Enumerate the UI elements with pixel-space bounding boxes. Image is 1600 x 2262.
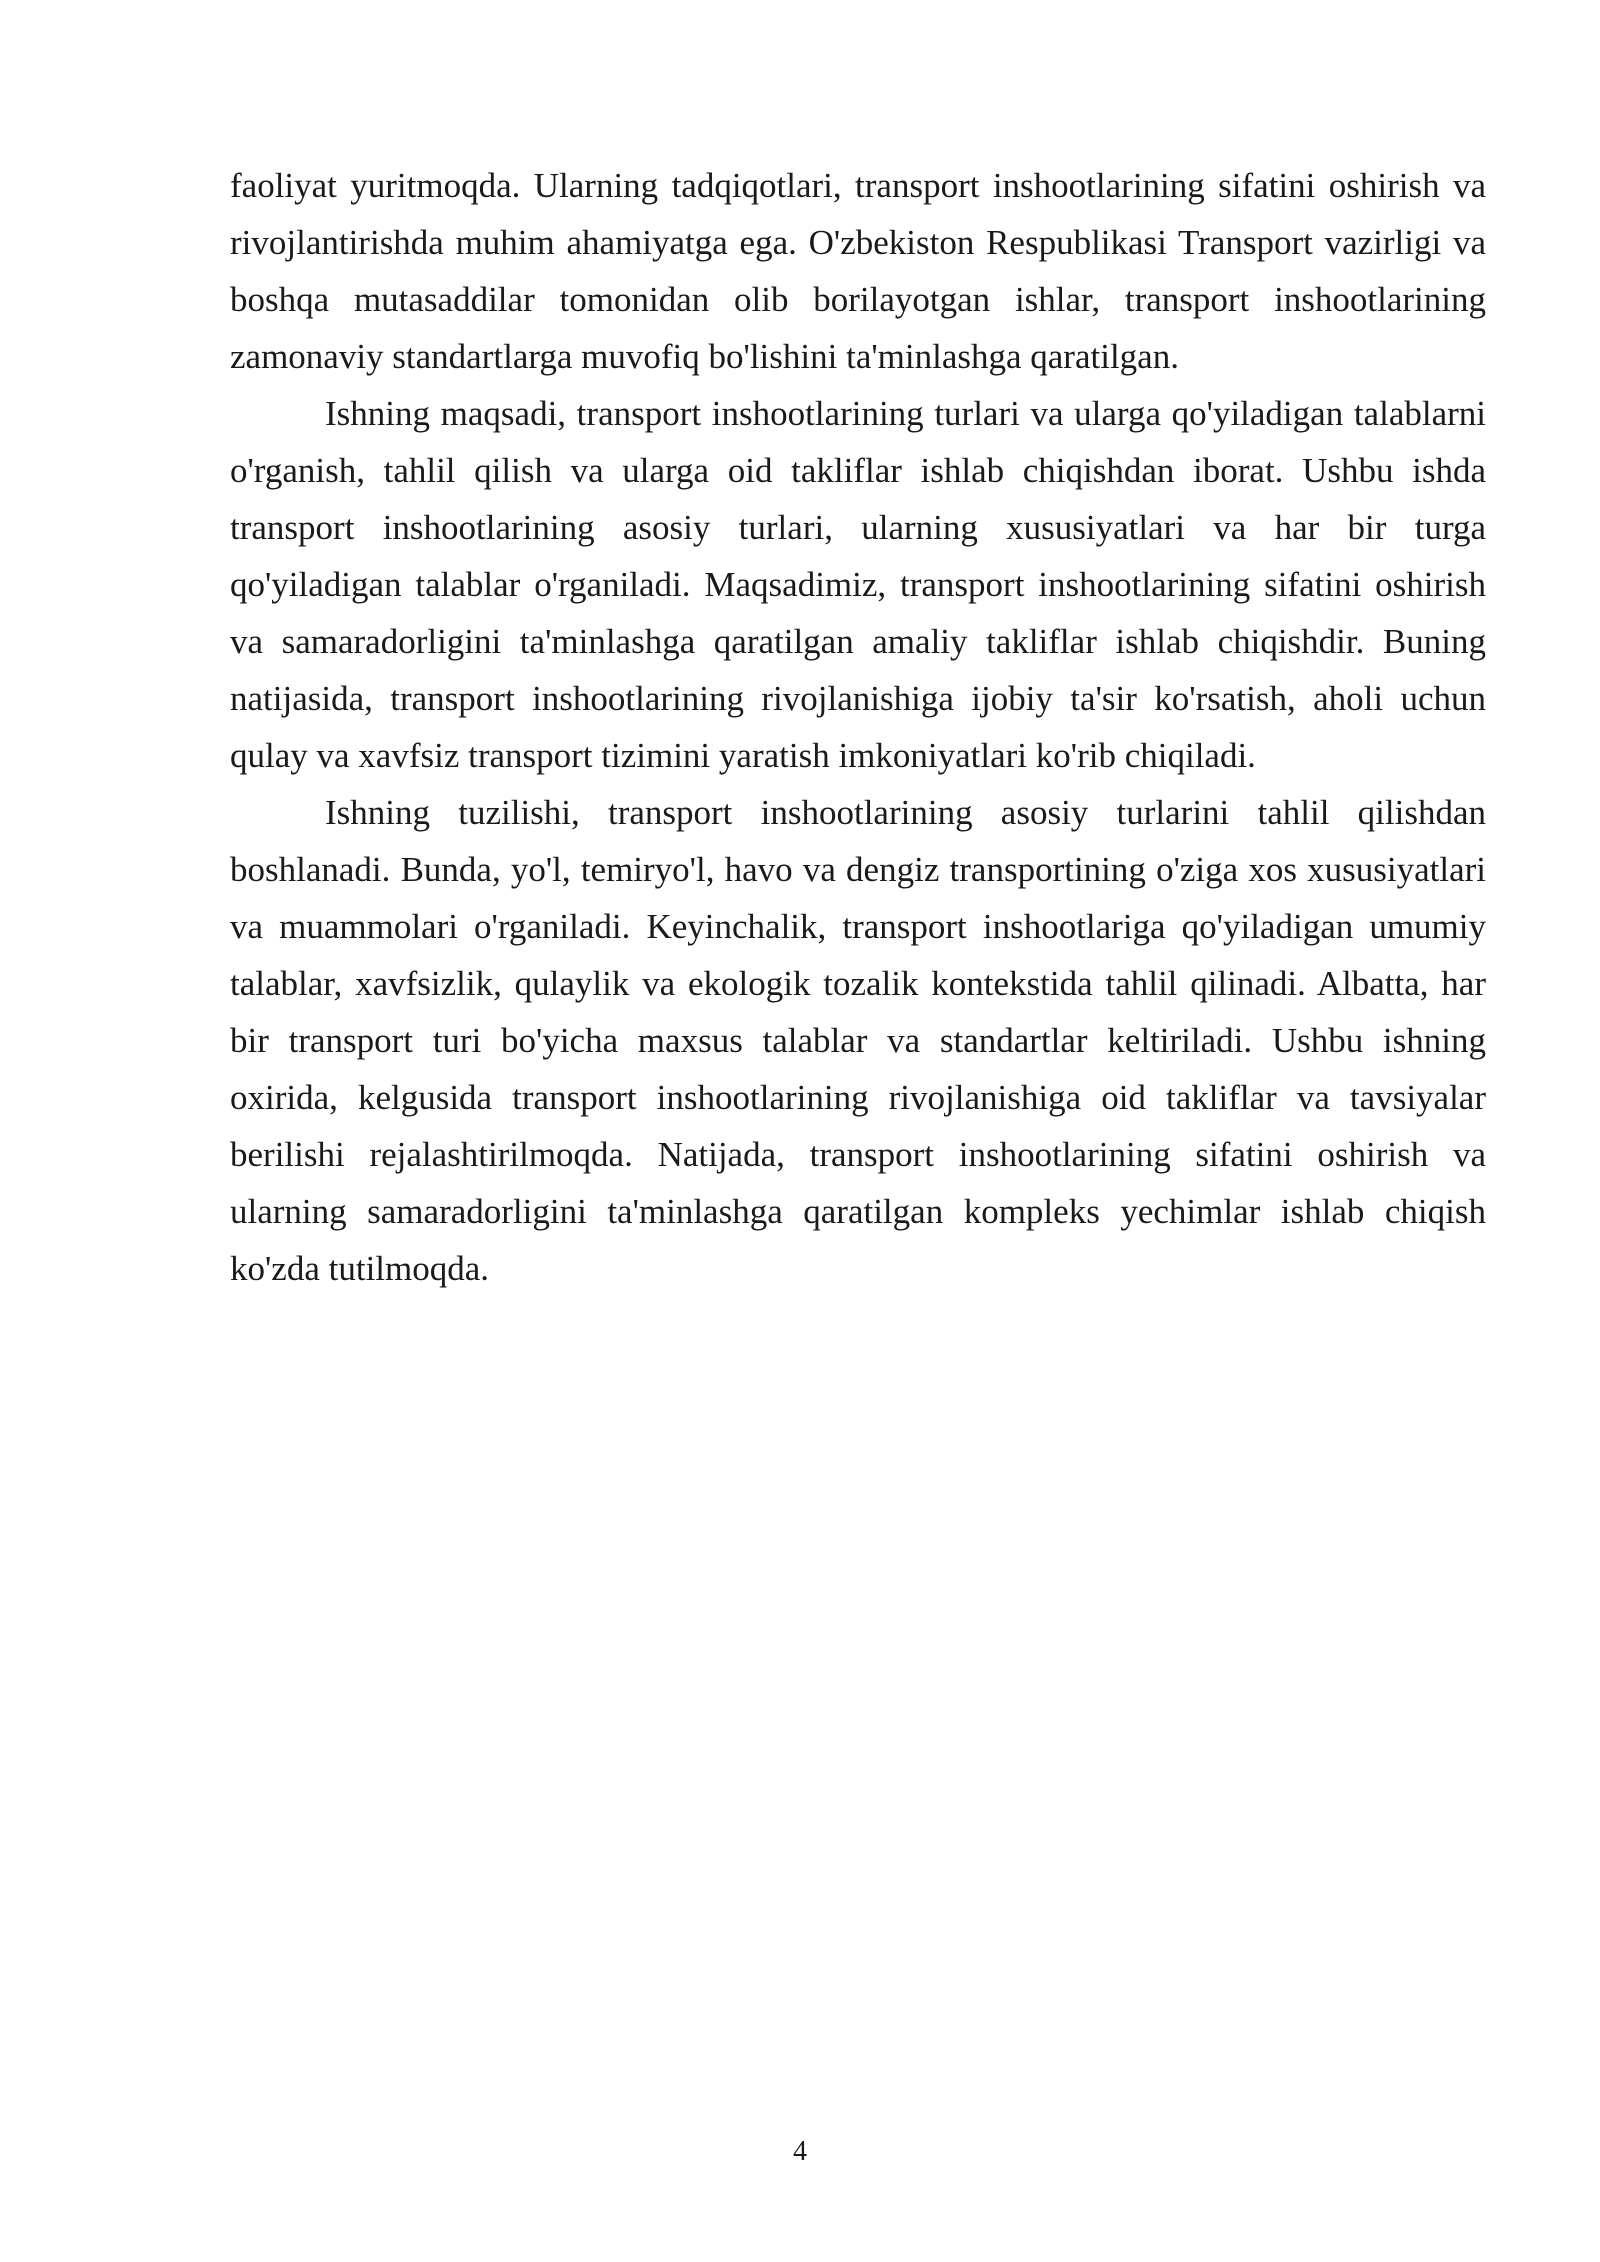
paragraph-purpose: Ishning maqsadi, transport inshootlarining turlari va ularga qo'yiladigan talablarni o'rganish, tahlil qilish va ularga oid takliflar ishlab chiqishdan iborat. Ushbu ishda transport inshootlarining asosiy turlari, ularning xususiyatlari va har bir turga qo'yiladigan talablar o'rganiladi. Maqsadimiz, transport inshootlarining sifatini oshirish va samaradorligini ta'minlashga qaratilgan amaliy takliflar ishlab chiqishdir. Buning natijasida, transport inshootlarining rivojlanishiga ijobiy ta'sir ko'rsatish, aholi uchun qulay va xavfsiz transport tizimini yaratish imkoniyatlari ko'rib chiqiladi.: [230, 394, 1486, 775]
paragraph-structure: Ishning tuzilishi, transport inshootlarining asosiy turlarini tahlil qilishdan boshlanadi. Bunda, yo'l, temiryo'l, havo va dengiz transportining o'ziga xos xususiyatlari va muammolari o'rganiladi. Keyinchalik, transport inshootlariga qo'yiladigan umumiy talablar, xavfsizlik, qulaylik va ekologik tozalik kontekstida tahlil qilinadi. Albatta, har bir transport turi bo'yicha maxsus talablar va standartlar keltiriladi. Ushbu ishning oxirida, kelgusida transport inshootlarining rivojlanishiga oid takliflar va tavsiyalar berilishi rejalashtirilmoqda. Natijada, transport inshootlarining sifatini oshirish va ularning samaradorligini ta'minlashga qaratilgan kompleks yechimlar ishlab chiqish ko'zda tutilmoqda.: [230, 793, 1486, 1288]
paragraph-continuation: faoliyat yuritmoqda. Ularning tadqiqotlari, transport inshootlarining sifatini oshirish va rivojlantirishda muhim ahamiyatga ega. O'zbekiston Respublikasi Transport vazirligi va boshqa mutasaddilar tomonidan olib borilayotgan ishlar, transport inshootlarining zamonaviy standartlarga muvofiq bo'lishini ta'minlashga qaratilgan.: [230, 166, 1486, 376]
page-number: 4: [793, 2136, 807, 2167]
document-body: [230, 157, 1486, 1297]
